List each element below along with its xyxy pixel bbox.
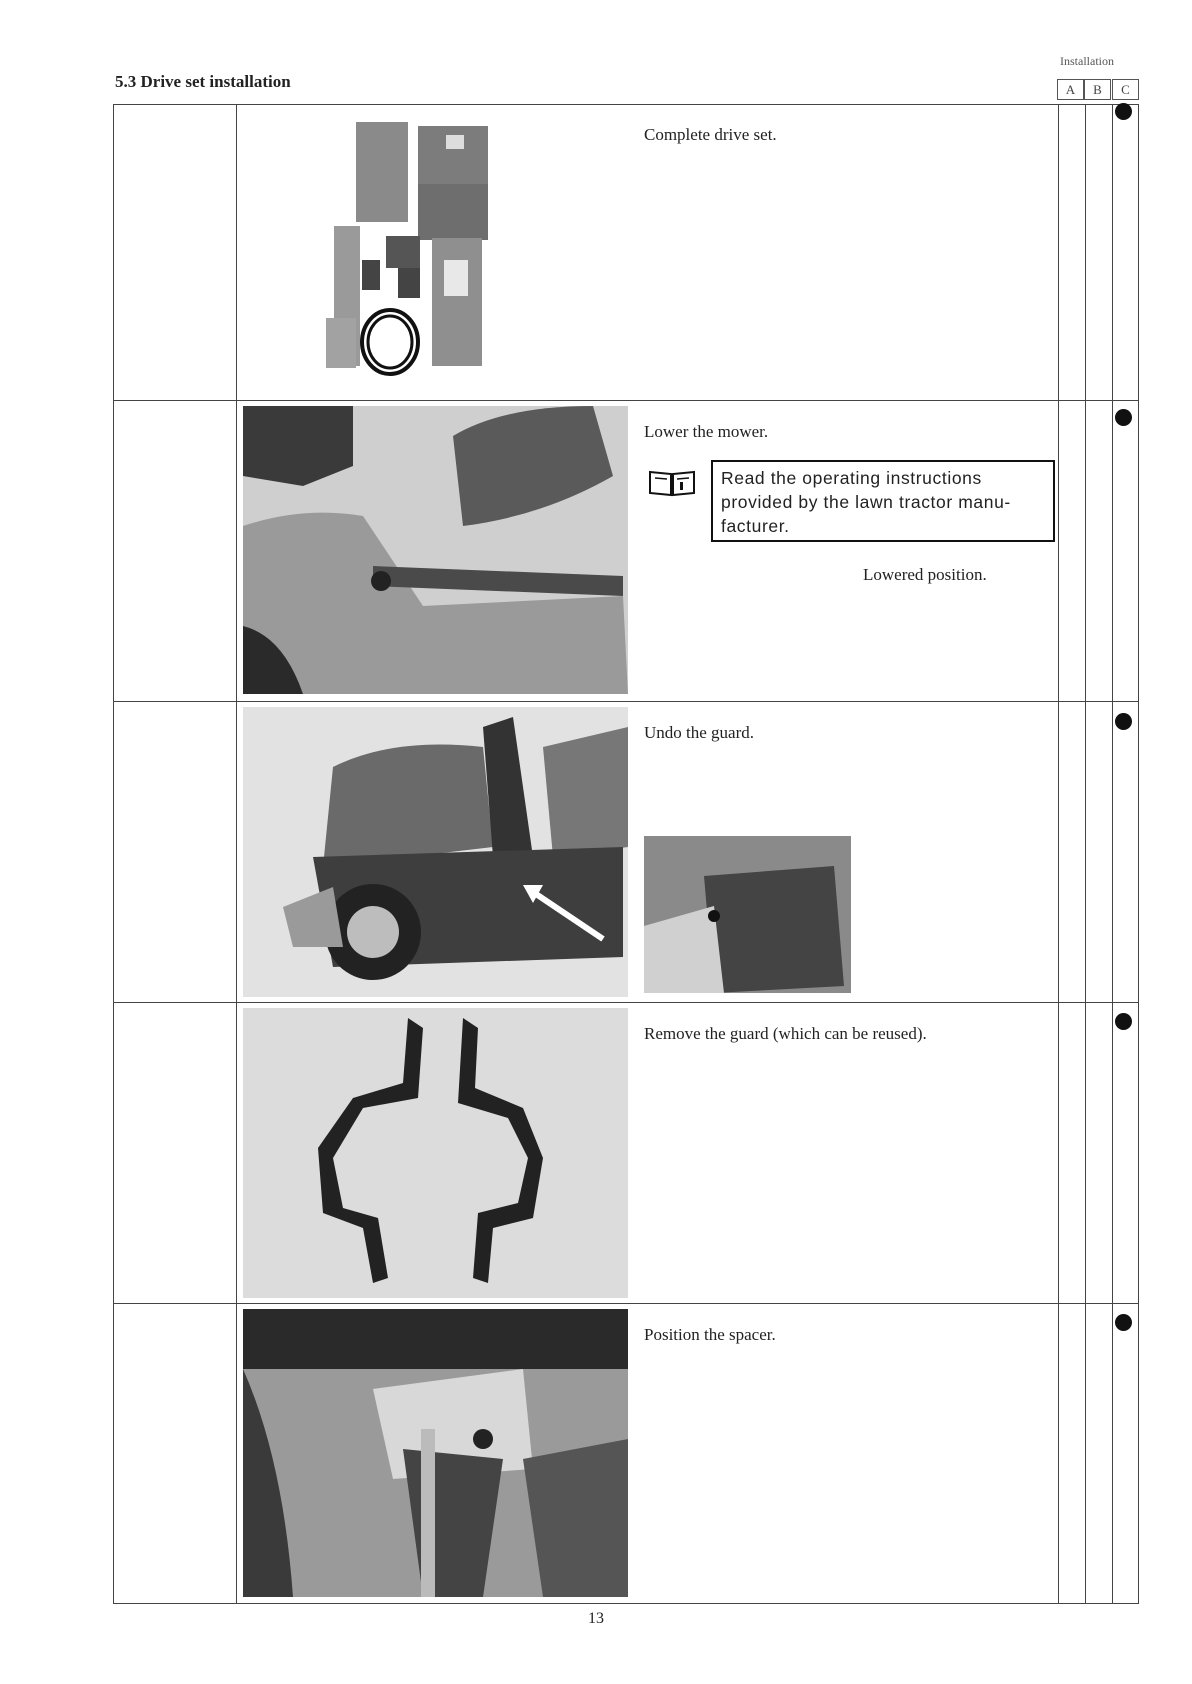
- step-row: [114, 105, 1138, 400]
- instructions-note: Read the operating instructions provided by the lawn tractor manu-facturer.: [711, 460, 1055, 542]
- installation-columns-header: [1057, 79, 1139, 100]
- step-caption: Position the spacer.: [644, 1325, 776, 1344]
- installation-table: [113, 104, 1139, 1604]
- step-caption: Remove the guard (which can be reused).: [644, 1024, 927, 1043]
- step-caption: Undo the guard.: [644, 723, 755, 742]
- installation-label: Installation: [1060, 54, 1114, 68]
- guard-screw-closeup-photo: [644, 836, 851, 993]
- column-c-header: C: [1112, 79, 1139, 100]
- drive-set-photo: [324, 120, 519, 382]
- step-row: [114, 400, 1138, 701]
- column-a-header: A: [1057, 79, 1084, 100]
- spacer-position-photo: [243, 1309, 628, 1597]
- manual-book-icon: [647, 468, 697, 498]
- page-number: 13: [588, 1610, 604, 1627]
- lowered-position-caption: Lowered position.: [863, 565, 987, 584]
- step-row: [114, 1002, 1138, 1303]
- section-heading: 5.3 Drive set installation: [115, 72, 291, 91]
- step-row: [114, 701, 1138, 1002]
- column-c-bullet: [1115, 713, 1132, 730]
- step-caption: Lower the mower.: [644, 422, 769, 441]
- mower-lowered-photo: [243, 406, 628, 694]
- column-c-bullet: [1115, 409, 1132, 426]
- column-c-bullet: [1115, 1314, 1132, 1331]
- column-c-bullet: [1115, 1013, 1132, 1030]
- removed-guard-photo: [243, 1008, 628, 1298]
- tractor-guard-photo: [243, 707, 628, 997]
- column-c-bullet: [1115, 103, 1132, 120]
- column-b-header: B: [1084, 79, 1111, 100]
- step-caption: Complete drive set.: [644, 125, 777, 144]
- step-row: [114, 1303, 1138, 1603]
